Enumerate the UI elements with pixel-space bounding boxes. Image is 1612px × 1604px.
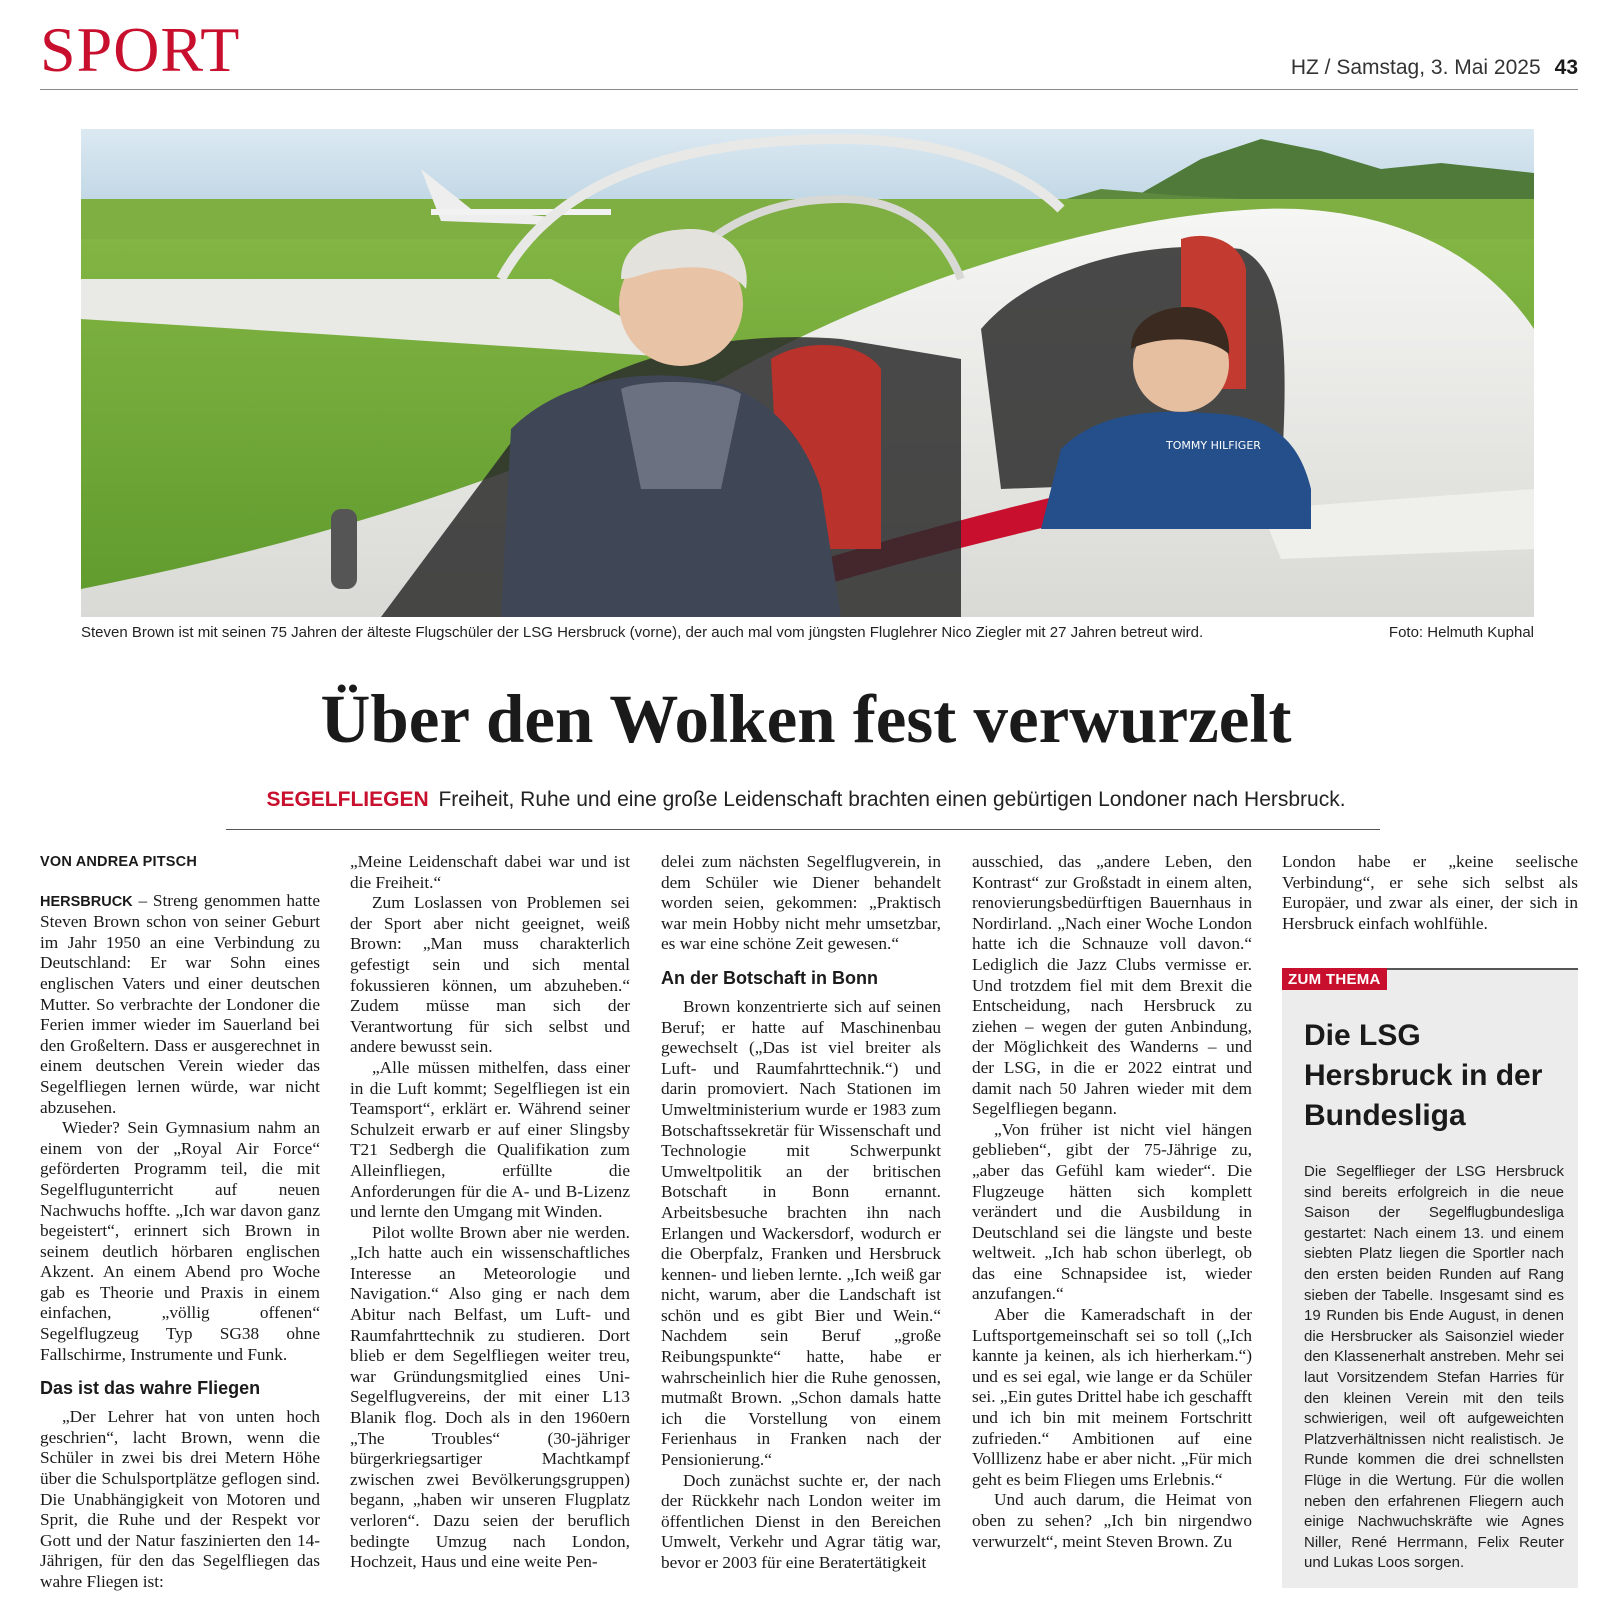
article-photo — [81, 129, 1534, 617]
section-title: SPORT — [40, 14, 241, 85]
sidebar-box — [1282, 968, 1578, 1588]
photo-credit: Foto: Helmuth Kuphal — [1388, 624, 1534, 641]
lead-paragraph — [40, 891, 320, 1119]
headline-divider — [226, 829, 1380, 830]
subline — [0, 788, 1612, 812]
glider-photo-illustration — [81, 129, 1534, 617]
paper-date: HZ / Samstag, 3. Mai 2025 — [1290, 56, 1541, 79]
article-column-4 — [972, 852, 1252, 1592]
paragraph: „Der Lehrer hat von unten hoch geschrien“, lacht Brown, wenn die Schüler in zwei bis drei Metern Höhe über die Schulsportplätze geflogen sind. Die Unabhängigkeit von Motoren und Sprit, die Ruhe und der Respekt vor Gott und der Natur faszinierten den 14-Jährigen, für den das Segelfliegen das wahre Fliegen ist: — [40, 1407, 320, 1591]
paragraph: „Alle müssen mithelfen, dass einer in die Luft kommt; Segelfliegen ist ein Teamsport“, erklärt er. Während seiner Schulzeit erwarb er auf einer Slingsby T21 Sedbergh die Qualifikation zum Alleinfliegen, erfüllte die Anforderungen für die A- und B-Lizenz und lernte den Umgang mit Winden. — [350, 1057, 630, 1222]
article-column-1 — [40, 852, 320, 1592]
lead-text: – Streng genommen hatte Steven Brown schon von seiner Geburt im Jahr 1950 an eine Verbindung zu Deutschland: Er war Sohn eines englischen Vaters und einer deutschen Mutter. So verbrachte der Londoner die Ferien immer wieder im Sauerland bei den Großeltern. Dass er ausgerechnet in einem deutschen Verein wieder das Segelfliegen lernen würde, war nicht abzusehen. — [40, 890, 320, 1117]
paragraph: delei zum nächsten Segelflugverein, in dem Schüler wie Diener behandelt worden seien, gekommen: „Praktisch war mein Hobby nicht mehr umsetzbar, es war eine schöne Zeit gewesen.“ — [661, 852, 941, 954]
subline-text: Freiheit, Ruhe und eine große Leidenschaft brachten einen gebürtigen Londoner nach Hersbruck. — [438, 788, 1346, 811]
paragraph: Zum Loslassen von Problemen sei der Sport aber nicht geeignet, weiß Brown: „Man muss charakterlich gefestigt sein und sich mental fokussieren können, um abzuheben.“ Zudem müsse man sich der Verantwortung für sich selbst und andere bewusst sein. — [350, 893, 630, 1057]
paragraph: Brown konzentrierte sich auf seinen Beruf; er hatte auf Maschinenbau gewechselt („Das ist viel breiter als Luft- und Raumfahrttechnik.“) und darin promoviert. Nach Stationen im Umweltministerium wurde er 1983 zum Botschaftssekretär für Wissenschaft und Technologie mit Schwerpunkt Umweltpolitik an der britischen Botschaft in Bonn ernannt. Arbeitsbesuche brachten ihn nach Erlangen und Wackersdorf, wodurch er die Oberpfalz, Franken und Hersbruck kennen- und lieben lernte. „Ich weiß gar nicht, warum, aber die Landschaft ist schön und es gibt Bier und Wein.“ Nachdem sein Beruf „große Reibungspunkte“ hatte, habe er wahrscheinlich hier die Ruhe genossen, mutmaßt Brown. „Schon damals hatte ich die Vorstellung von einem Ferienhaus in Franken nach der Pensionierung.“ — [661, 996, 941, 1470]
paragraph: „Meine Leidenschaft dabei war und ist die Freiheit.“ — [350, 852, 630, 892]
byline: VON ANDREA PITSCH — [40, 854, 198, 870]
subheading: An der Botschaft in Bonn — [661, 967, 878, 988]
paragraph: Wieder? Sein Gymnasium nahm an einem von der „Royal Air Force“ geförderten Programm teil, die mit Segelflugunterricht auf neuen Nachwuchs hoffte. „Ich war davon ganz begeistert“, erinnert sich Brown in seinem deutlich hörbaren englischen Akzent. An einem Abend pro Woche gab es Theorie und Praxis in einem einfachen, „völlig offenen“ Segelflugzeug Typ SG38 ohne Fallschirme, Instrumente und Funk. — [40, 1118, 320, 1364]
paragraph: Aber die Kameradschaft in der Luftsportgemeinschaft sei so toll („Ich kannte ja keinen, als ich hierherkam.“) und es sei egal, wie lange er da Schüler sei. „Ein gutes Drittel habe ich geschafft und ich bin mit meinem Fortschritt zufrieden.“ Ambitionen auf eine Volllizenz habe er aber nicht. „Für mich geht es beim Fliegen ums Erlebnis.“ — [972, 1305, 1252, 1489]
page-number: 43 — [1554, 56, 1578, 79]
headline: Über den Wolken fest verwurzelt — [320, 681, 1292, 757]
paragraph: Und auch darum, die Heimat von oben zu sehen? „Ich bin nirgendwo verwurzelt“, meint Steven Brown. Zu — [972, 1490, 1252, 1551]
photo-caption — [81, 624, 1534, 641]
shirt-logo-text: TOMMY HILFIGER — [1166, 439, 1261, 452]
sidebar-text: Die Segelflieger der LSG Hersbruck sind bereits erfolgreich in die neue Saison der Segelflugbundesliga gestartet: Nach einem 13. und einem siebten Platz liegen die Sportler nach den ersten beiden Runden auf Rang sieben der Tabelle. Insgesamt sind es 19 Runden bis Ende August, in denen die Hersbrucker als Saisonziel wieder den Klassenerhalt anstreben. Mehr sei laut Vorsitzendem Stefan Harries für den kleinen Verein mit den teils schwierigen, weil oft aufgeweichten Platzverhältnissen nicht realistisch. Je Runde kommen die drei schnellsten Flüge in die Wertung. Für die wollen neben den erfahrenen Fliegern auch einige Nachwuchskräfte wie Agnes Niller, René Herrmann, Felix Reuter und Lukas Loos sorgen. — [1304, 1163, 1564, 1572]
article-column-5 — [1282, 852, 1578, 942]
sidebar-label: ZUM THEMA — [1282, 968, 1387, 990]
article-column-3 — [661, 852, 941, 1592]
paragraph: „Von früher ist nicht viel hängen geblieben“, gibt der 75-Jährige zu, „aber das Gefühl kam wieder“. Die Flugzeuge hätten sich komplett verändert und die Ausbildung in Deutschland sei die längste und beste weltweit. „Ich hab schon überlegt, ob das eine Schnapsidee ist, wieder anzufangen.“ — [972, 1119, 1252, 1304]
dateline: HERSBRUCK — [40, 893, 133, 910]
subheading: Das ist das wahre Fliegen — [40, 1378, 261, 1399]
subline-kicker: SEGELFLIEGEN — [266, 788, 429, 811]
paragraph: Doch zunächst suchte er, der nach der Rückkehr nach London weiter im öffentlichen Dienst in den Bereichen Umwelt, Verkehr und Agrar tätig war, bevor er 2003 für eine Beratertätigkeit — [661, 1470, 941, 1572]
page-meta — [1291, 56, 1578, 80]
paragraph: ausschied, das „andere Leben, den Kontrast“ zur Großstadt in einem alten, renovierungsbedürftigen Bauernhaus in Nordirland. „Nach einer Woche London hatte ich die Schnauze voll davon.“ Lediglich die Jazz Clubs vermisse er. Und trotzdem fiel mit dem Brexit die Entscheidung, nach Hersbruck zu ziehen – wegen der guten Anbindung, der Möglichkeit des Wanderns – und der LSG, in die er 2022 eintrat und damit nach 50 Jahren wieder mit dem Segelfliegen begann. — [972, 852, 1252, 1119]
sidebar-title: Die LSG Hersbruck in der Bundesliga — [1304, 1019, 1543, 1132]
page-header — [40, 14, 1578, 90]
paragraph: London habe er „keine seelische Verbindung“, er sehe sich selbst als Europäer, und zwar als einer, der sich in Hersbruck einfach wohlfühle. — [1282, 852, 1578, 933]
article-column-2 — [350, 852, 630, 1592]
caption-text: Steven Brown ist mit seinen 75 Jahren der älteste Flugschüler der LSG Hersbruck (vorne), der auch mal vom jüngsten Fluglehrer Nico Ziegler mit 27 Jahren betreut wird. — [81, 624, 1204, 641]
paragraph: Pilot wollte Brown aber nie werden. „Ich hatte auch ein wissenschaftliches Interesse an Meteorologie und Navigation.“ Also ging er nach dem Abitur nach Belfast, um Luft- und Raumfahrttechnik zu studieren. Dort blieb er dem Segelfliegen weiter treu, war Gründungsmitglied eines Uni-Segelflugvereins, der mit einer L13 Blanik flog. Doch als in den 1960ern „The Troubles“ (30-jähriger bürgerkriegsartiger Machtkampf zwischen zwei Bevölkerungsgruppen) begann, „haben wir unseren Flugplatz verloren“. Dazu seien der beruflich bedingte Umzug nach London, Hochzeit, Haus und eine weite Pen- — [350, 1222, 630, 1572]
